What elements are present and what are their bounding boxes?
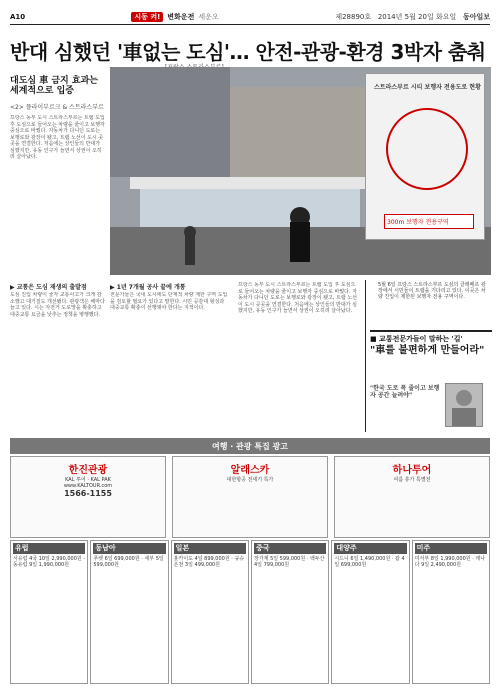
photo-caption: 5월 6일 프랑스 스트라스부르 도심의 클레베르 광장에서 시민들이 트램을 기다리고 있다. 이곳은 차량 진입이 제한된 보행자 전용 구역이다. [378,282,486,300]
ad-listing-grid [10,540,490,684]
ad-cell-head: 대양주 [334,543,406,554]
ad-cell-head: 미주 [415,543,487,554]
locator-map [365,73,485,240]
sidebar-head: ■ 교통전문가들이 말하는 '길' [370,330,492,344]
ad-hanjin-sub: KAL 투어 · KAL PAK [65,477,111,483]
ad-hana-title: 하나투어 [392,465,432,476]
issue-number: 제28890호 [335,13,372,21]
ad-cell-text: 서유럽 4국 10일 2,990,000원 · 동유럽 9일 1,990,000원 [13,555,85,568]
headline: 반대 심했던 '車없는 도심'… 안전-관광-환경 3박자 춤춰 [10,40,486,64]
ad-hana[interactable] [334,456,490,538]
ad-cell-southeast-asia[interactable] [90,540,168,684]
section-sub: 세운오 [198,13,219,21]
ad-cell-text: 미서부 8일 1,990,000원 · 캐나다 9일 2,490,000원 [414,555,486,568]
ad-cell-europe[interactable] [10,540,88,684]
byline: <2> 플라이부르크 & 스트라스부르 [10,104,104,111]
map-label: 스트라스부르 시티 보행자 전용도로 현황 [374,84,481,91]
section-title-group [70,12,280,22]
column-divider [365,280,366,432]
expert-portrait [445,383,483,427]
body-col-3: 프랑스 동부 도시 스트라스부르는 트램 도입 후 도심으로 들어오는 차량을 줄이고 보행자 중심으로 바꿨다. 자동차가 다니던 도로는 보행로와 광장이 됐고, 트램 노선이 도시 곳곳을 연결한다. 처음에는 상인들의 반대가 심했지만, 유동 인구가 늘면서 상권이 오히려 살아났다. [238,282,357,314]
ad-cell-text: 장가계 5일 599,000원 · 백두산 4일 799,000원 [254,555,325,568]
page-header [10,10,490,25]
section-badge: 시동 켜! [131,12,163,22]
ad-cell-head: 일본 [174,543,246,554]
ad-cell-head: 중국 [254,543,326,554]
ad-alaska[interactable] [172,456,328,538]
sidebar-pullquote: "한국 도로 폭 줄이고 보행자 공간 늘려야" [370,385,440,400]
ad-cell-americas[interactable] [412,540,490,684]
map-note: 300m 보행자 전용구역 [384,214,474,229]
ad-cell-china[interactable] [251,540,329,684]
section-title: 변화운전 [167,13,195,21]
ad-cell-japan[interactable] [171,540,249,684]
sidebar-quote: "車를 불편하게 만들어라" [370,345,485,356]
ad-banner: 여행 · 관광 특집 광고 [10,438,490,454]
ad-cell-head: 동남아 [93,543,165,554]
street-photo [110,67,491,275]
body-col-1b: 도심 진입 차량이 줄자 교통사고가 크게 감소했고 대기질도 개선됐다. 관광객은 해마다 늘고 있다. 시는 자전거 도로망을 확충하고 대중교통 요금을 낮추는 정책을 병행했다. [10,292,105,318]
page-label: A10 [10,13,26,21]
ad-hanjin-url: www.KALTOUR.com [63,483,113,489]
person-icon [446,384,482,426]
ad-hanjin-title: 한진관광 [68,465,108,476]
ad-alaska-title: 알래스카 [230,465,270,476]
ad-cell-text: 푸켓 6일 699,000원 · 세부 5일 599,000원 [93,555,164,568]
mid-head-1: ▶ 교통은 도심 재생의 출발점 [10,284,87,291]
header-meta [280,12,490,22]
ad-row [10,456,490,538]
mid-head-2: ▶ 1년 7개월 공사 끝에 개통 [110,284,186,291]
map-zone-ring [386,108,468,190]
subhead: 대도심 車 금지 효과는 세계적으로 입증 [10,76,98,96]
body-col-1: 프랑스 동부 도시 스트라스부르는 트램 도입 후 도심으로 들어오는 차량을 줄이고 보행자 중심으로 바꿨다. 자동차가 다니던 도로는 보행로와 광장이 됐고, 트램 노선이 도시 곳곳을 연결한다. 처음에는 상인들의 반대가 심했지만, 유동 인구가 늘면서 상권이 오히려 살아났다. [10,115,105,160]
paper-name: 동아일보 [462,13,490,21]
ad-cell-text: 홋카이도 4일 899,000원 · 규슈 온천 3일 499,000원 [173,555,245,568]
ad-cell-oceania[interactable] [331,540,409,684]
ad-hana-sub: 여름 휴가 특별전 [393,477,431,483]
ad-hanjin[interactable] [10,456,166,538]
ad-cell-head: 유럽 [13,543,85,554]
ad-hanjin-phone: 1566-1155 [64,489,112,498]
issue-date: 2014년 5월 20일 화요일 [377,13,457,21]
ad-alaska-sub: 대한항공 전세기 특가 [226,477,274,483]
ad-cell-text: 시드니 6일 1,490,000원 · 괌 4일 699,000원 [334,555,405,568]
body-col-2: 전문가들은 국내 도시에도 단계적 차량 제한 구역 도입을 검토할 필요가 있다고 말한다. 시민 공감대 형성과 대중교통 확충이 선행돼야 한다는 지적이다. [110,292,228,311]
